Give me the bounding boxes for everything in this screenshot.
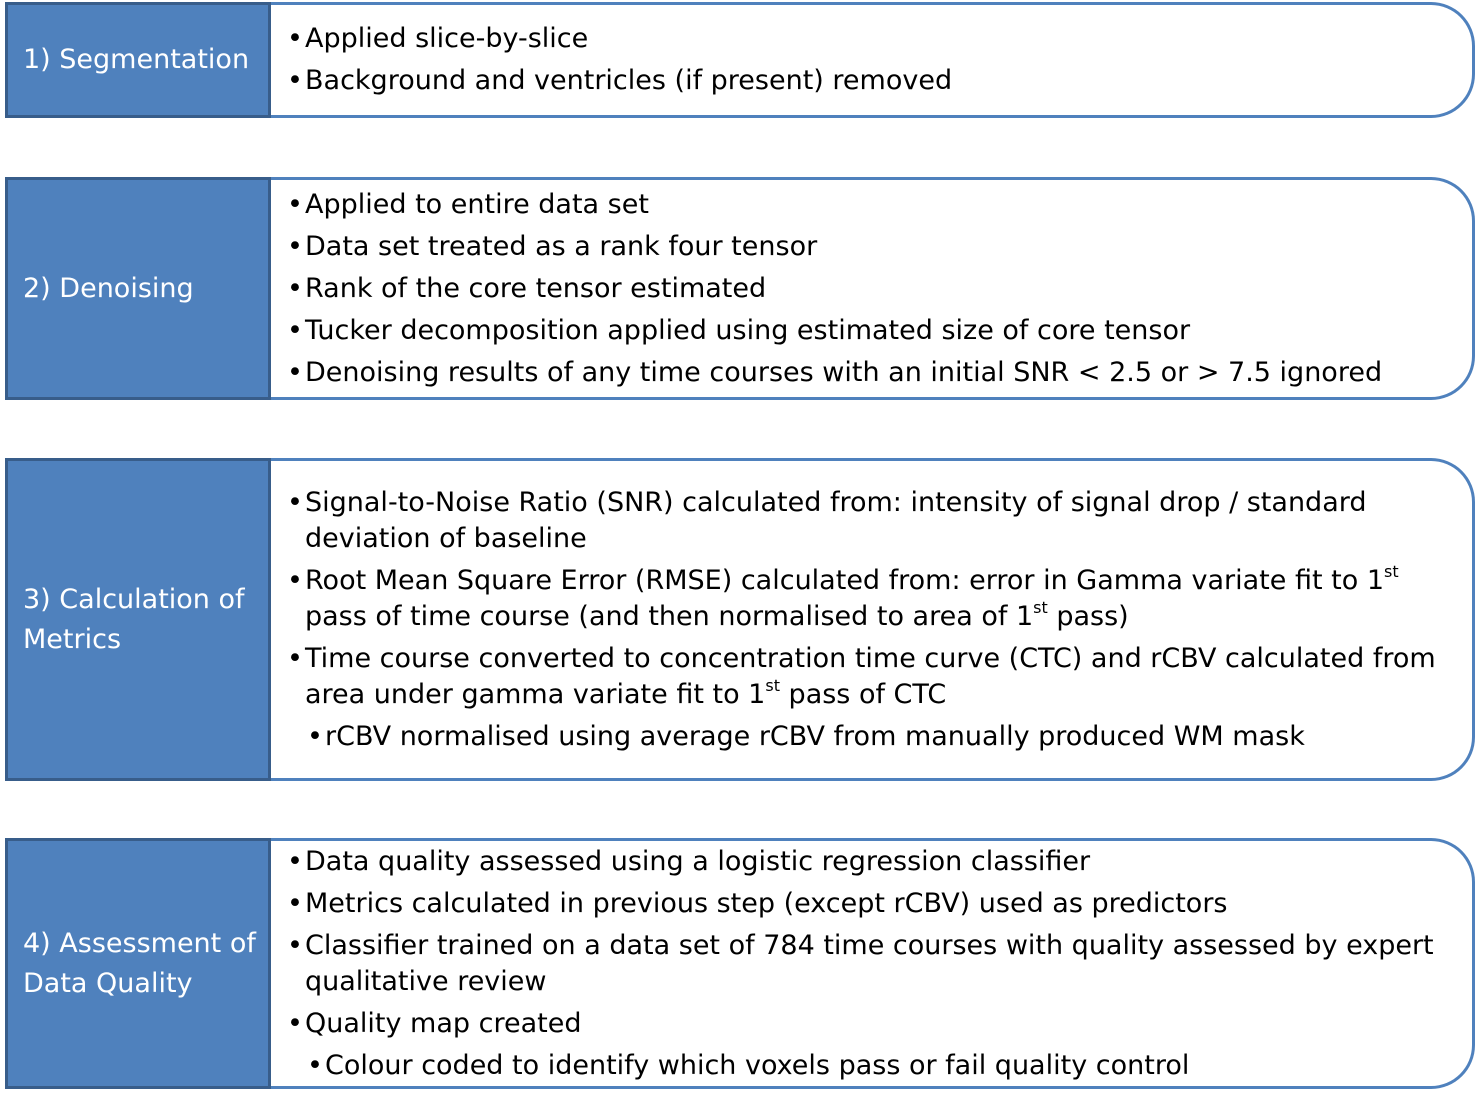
step-calculation-of-metrics [5, 458, 1475, 781]
bullet-dot-icon: • [307, 720, 323, 752]
sub-bullet-item: • rCBV normalised using average rCBV from manually produced WM mask [287, 719, 1442, 755]
step-label: 4) Assessment of Data Quality [5, 838, 271, 1089]
bullet-item: • Denoising results of any time courses with an initial SNR < 2.5 or > 7.5 ignored [287, 355, 1442, 391]
bullet-item: • Data quality assessed using a logistic regression classifier [287, 844, 1442, 880]
bullet-dot-icon: • [287, 845, 303, 877]
bullet-dot-icon: • [287, 272, 303, 304]
bullet-item: • Rank of the core tensor estimated [287, 271, 1442, 307]
bullet-dot-icon: • [287, 356, 303, 388]
bullet-item: • Background and ventricles (if present) removed [287, 63, 1442, 99]
sub-bullet-item: • Colour coded to identify which voxels pass or fail quality control [287, 1048, 1442, 1084]
bullet-dot-icon: • [287, 887, 303, 919]
bullet-dot-icon: • [287, 929, 303, 961]
step-label: 2) Denoising [5, 177, 271, 400]
bullet-item: • Metrics calculated in previous step (except rCBV) used as predictors [287, 886, 1442, 922]
bullet-dot-icon: • [287, 65, 303, 96]
bullet-item: • Tucker decomposition applied using estimated size of core tensor [287, 313, 1442, 349]
bullet-item: • Classifier trained on a data set of 784 time courses with quality assessed by expert qualitative review [287, 928, 1442, 1000]
step-body [267, 838, 1475, 1089]
bullet-dot-icon: • [287, 486, 303, 518]
bullet-item: • Quality map created [287, 1006, 1442, 1042]
bullet-dot-icon: • [287, 23, 303, 54]
bullet-item: • Data set treated as a rank four tensor [287, 229, 1442, 265]
bullet-item: • Applied slice-by-slice [287, 21, 1442, 57]
bullet-dot-icon: • [287, 564, 303, 596]
bullet-dot-icon: • [287, 1007, 303, 1039]
step-label: 1) Segmentation [5, 2, 271, 118]
bullet-item: • Time course converted to concentration time curve (CTC) and rCBV calculated from area under gamma variate fit to 1st pass of CTC [287, 641, 1442, 713]
bullet-dot-icon: • [287, 230, 303, 262]
step-body [267, 458, 1475, 781]
bullet-item: • Root Mean Square Error (RMSE) calculated from: error in Gamma variate fit to 1st pass of time course (and then normalised to area of 1st pass) [287, 563, 1442, 635]
bullet-dot-icon: • [287, 314, 303, 346]
step-body [267, 2, 1475, 118]
step-assessment-of-data-quality [5, 838, 1475, 1089]
bullet-item: • Signal-to-Noise Ratio (SNR) calculated from: intensity of signal drop / standard deviation of baseline [287, 485, 1442, 557]
step-segmentation [5, 2, 1475, 118]
step-label: 3) Calculation of Metrics [5, 458, 271, 781]
bullet-item: • Applied to entire data set [287, 187, 1442, 223]
bullet-dot-icon: • [287, 642, 303, 674]
step-body [267, 177, 1475, 400]
bullet-dot-icon: • [287, 188, 303, 220]
step-denoising [5, 177, 1475, 400]
bullet-dot-icon: • [307, 1049, 323, 1081]
